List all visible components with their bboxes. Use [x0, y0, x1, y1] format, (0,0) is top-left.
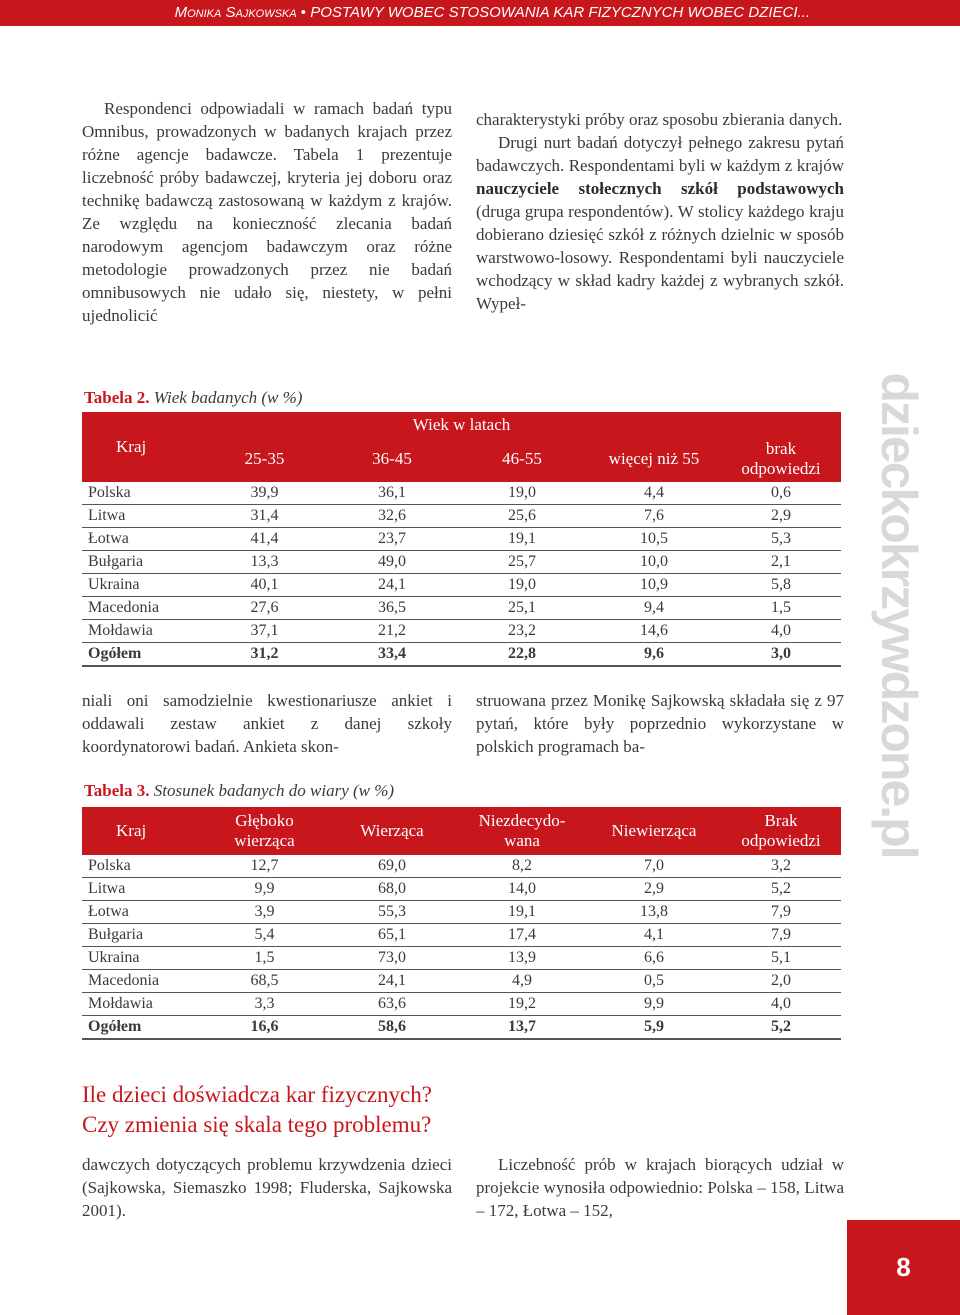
- country-cell: Łotwa: [82, 528, 202, 551]
- country-cell: Łotwa: [82, 901, 202, 924]
- value-cell: 31,2: [202, 643, 327, 667]
- value-cell: 68,5: [202, 970, 327, 993]
- table3-caption-label: Tabela 3.: [84, 781, 150, 800]
- value-cell: 68,0: [327, 878, 457, 901]
- value-cell: 13,3: [202, 551, 327, 574]
- table2-caption-text: Wiek badanych (w %): [153, 388, 303, 407]
- value-cell: 1,5: [202, 947, 327, 970]
- table-row: [82, 924, 841, 947]
- table-row: [82, 993, 841, 1016]
- text-block-1-left: [82, 97, 452, 327]
- value-cell: 13,8: [587, 901, 721, 924]
- value-cell: 6,6: [587, 947, 721, 970]
- value-cell: 2,0: [721, 970, 841, 993]
- page-number: 8: [847, 1220, 960, 1315]
- value-cell: 5,1: [721, 947, 841, 970]
- table3: [82, 807, 841, 1040]
- table3-header-col: Niewierząca: [587, 807, 721, 855]
- paragraph: Respondenci odpowiadali w ramach badań typu Omnibus, prowadzonych w badanych krajach przez różne agencje badawcze. Tabela 1 prezentuje liczebność próby badawczej, kryteria jej doboru oraz technikę badawczą zastosowaną w każdym z krajów. Ze względu na konieczność zlecania badań narodowym agencjom badawczym oraz różne metodologie prowadzonych przez nie badań omnibusowych nie udało się, niestety, w pełni ujednolicić: [82, 99, 452, 325]
- value-cell: 39,9: [202, 482, 327, 505]
- table-total-row: [82, 643, 841, 667]
- table-row: [82, 970, 841, 993]
- table-row: [82, 855, 841, 878]
- table3-header-kraj: Kraj: [82, 807, 202, 855]
- value-cell: 25,7: [457, 551, 587, 574]
- value-cell: 22,8: [457, 643, 587, 667]
- value-cell: 5,2: [721, 1016, 841, 1040]
- value-cell: 4,0: [721, 993, 841, 1016]
- value-cell: 0,5: [587, 970, 721, 993]
- value-cell: 13,7: [457, 1016, 587, 1040]
- paragraph: dawczych dotyczących problemu krzywdzenia dzieci (Sajkowska, Siemaszko 1998; Fluderska, Sajkowska 2001).: [82, 1155, 452, 1220]
- table-row: [82, 878, 841, 901]
- country-cell: Macedonia: [82, 597, 202, 620]
- value-cell: 36,1: [327, 482, 457, 505]
- header-line: wana: [504, 831, 540, 850]
- table3-header-col: [721, 807, 841, 855]
- table2-body: [82, 482, 841, 666]
- value-cell: 25,1: [457, 597, 587, 620]
- value-cell: 69,0: [327, 855, 457, 878]
- value-cell: 33,4: [327, 643, 457, 667]
- value-cell: 2,9: [721, 505, 841, 528]
- header-line: Niezdecydo-: [478, 811, 566, 830]
- country-cell: Ogółem: [82, 643, 202, 667]
- header-line: wierząca: [234, 831, 295, 850]
- value-cell: 3,9: [202, 901, 327, 924]
- table-row: [82, 574, 841, 597]
- text-block-2-right: [476, 689, 844, 758]
- value-cell: 19,0: [457, 574, 587, 597]
- value-cell: 19,0: [457, 482, 587, 505]
- table-row: [82, 528, 841, 551]
- table3-header-col: [202, 807, 327, 855]
- paragraph: [476, 131, 844, 315]
- table-row: [82, 597, 841, 620]
- table3-header-col: Wierząca: [327, 807, 457, 855]
- value-cell: 2,9: [587, 878, 721, 901]
- value-cell: 9,9: [587, 993, 721, 1016]
- value-cell: 58,6: [327, 1016, 457, 1040]
- value-cell: 14,6: [587, 620, 721, 643]
- watermark-logo: [869, 372, 929, 858]
- country-cell: Litwa: [82, 878, 202, 901]
- country-cell: Mołdawia: [82, 620, 202, 643]
- table2-group-header: Wiek w latach: [202, 412, 841, 436]
- value-cell: 9,4: [587, 597, 721, 620]
- watermark-text: dzieckokrzywdzone.pl: [871, 372, 927, 858]
- value-cell: 9,9: [202, 878, 327, 901]
- value-cell: 13,9: [457, 947, 587, 970]
- value-cell: 5,3: [721, 528, 841, 551]
- paragraph: Liczebność prób w krajach biorących udział w projekcie wynosiła odpowiednio: Polska – 158, Litwa – 172, Łotwa – 152,: [476, 1155, 844, 1220]
- country-cell: Polska: [82, 855, 202, 878]
- value-cell: 9,6: [587, 643, 721, 667]
- country-cell: Ogółem: [82, 1016, 202, 1040]
- table-total-row: [82, 1016, 841, 1040]
- paragraph: niali oni samodzielnie kwestionariusze ankiet i oddawali zestaw ankiet z danej szkoły koordynatorowi badań. Ankieta skon-: [82, 691, 452, 756]
- paragraph: charakterystyki próby oraz sposobu zbierania danych.: [476, 110, 843, 129]
- value-cell: 17,4: [457, 924, 587, 947]
- value-cell: 19,1: [457, 901, 587, 924]
- table2-caption: [84, 388, 302, 408]
- value-cell: 4,9: [457, 970, 587, 993]
- paragraph: struowana przez Monikę Sajkowską składała się z 97 pytań, które były poprzednio wykorzystane w polskich programach ba-: [476, 691, 844, 756]
- country-cell: Ukraina: [82, 947, 202, 970]
- table2-header-brak: [721, 436, 841, 482]
- value-cell: 5,8: [721, 574, 841, 597]
- header-separator: •: [300, 4, 307, 21]
- table2-header-kraj: Kraj: [82, 412, 202, 482]
- value-cell: 37,1: [202, 620, 327, 643]
- country-cell: Bułgaria: [82, 924, 202, 947]
- table2-header-col: 46-55: [457, 436, 587, 482]
- value-cell: 4,1: [587, 924, 721, 947]
- table2: [82, 412, 841, 667]
- paragraph-text: (druga grupa respondentów). W stolicy każdego kraju dobierano dziesięć szkół z różnych dzielnic w sposób warstwowo-losowy. Respondentami byli nauczyciele wchodzący w skład kadry każdej z wybranych szkół. Wypeł-: [476, 202, 844, 313]
- header-line: Głęboko: [235, 811, 294, 830]
- table-row: [82, 947, 841, 970]
- value-cell: 23,2: [457, 620, 587, 643]
- text-block-1-right: [476, 108, 844, 315]
- paragraph-bold-text: nauczyciele stołecznych szkół podstawowych: [476, 179, 844, 198]
- value-cell: 73,0: [327, 947, 457, 970]
- table-row: [82, 620, 841, 643]
- table2-caption-label: Tabela 2.: [84, 388, 150, 407]
- running-header: [0, 0, 960, 26]
- value-cell: 4,4: [587, 482, 721, 505]
- value-cell: 7,6: [587, 505, 721, 528]
- value-cell: 32,6: [327, 505, 457, 528]
- value-cell: 12,7: [202, 855, 327, 878]
- country-cell: Bułgaria: [82, 551, 202, 574]
- value-cell: 65,1: [327, 924, 457, 947]
- value-cell: 24,1: [327, 574, 457, 597]
- table2-header-col: więcej niż 55: [587, 436, 721, 482]
- value-cell: 23,7: [327, 528, 457, 551]
- section-heading-line: Ile dzieci doświadcza kar fizycznych?: [82, 1082, 432, 1107]
- table2-header-col: 36-45: [327, 436, 457, 482]
- header-author: Monika Sajkowska: [174, 4, 297, 21]
- table-row: [82, 482, 841, 505]
- country-cell: Macedonia: [82, 970, 202, 993]
- value-cell: 21,2: [327, 620, 457, 643]
- value-cell: 55,3: [327, 901, 457, 924]
- value-cell: 25,6: [457, 505, 587, 528]
- table-row: [82, 901, 841, 924]
- value-cell: 16,6: [202, 1016, 327, 1040]
- value-cell: 10,0: [587, 551, 721, 574]
- section-heading-line: Czy zmienia się skala tego problemu?: [82, 1112, 432, 1137]
- value-cell: 27,6: [202, 597, 327, 620]
- header-line: Brak: [764, 811, 798, 830]
- country-cell: Ukraina: [82, 574, 202, 597]
- value-cell: 40,1: [202, 574, 327, 597]
- value-cell: 5,9: [587, 1016, 721, 1040]
- value-cell: 4,0: [721, 620, 841, 643]
- header-line: brak: [765, 439, 797, 458]
- table2-header-col: 25-35: [202, 436, 327, 482]
- text-block-2-left: [82, 689, 452, 758]
- value-cell: 0,6: [721, 482, 841, 505]
- country-cell: Mołdawia: [82, 993, 202, 1016]
- value-cell: 10,9: [587, 574, 721, 597]
- value-cell: 3,2: [721, 855, 841, 878]
- value-cell: 36,5: [327, 597, 457, 620]
- country-cell: Litwa: [82, 505, 202, 528]
- value-cell: 19,2: [457, 993, 587, 1016]
- value-cell: 5,2: [721, 878, 841, 901]
- table3-caption-text: Stosunek badanych do wiary (w %): [153, 781, 395, 800]
- value-cell: 63,6: [327, 993, 457, 1016]
- header-title: POSTAWY WOBEC STOSOWANIA KAR FIZYCZNYCH WOBEC DZIECI...: [310, 4, 810, 21]
- value-cell: 8,2: [457, 855, 587, 878]
- table3-body: [82, 855, 841, 1039]
- section-heading: [82, 1080, 432, 1140]
- value-cell: 19,1: [457, 528, 587, 551]
- value-cell: 7,9: [721, 901, 841, 924]
- value-cell: 14,0: [457, 878, 587, 901]
- value-cell: 3,3: [202, 993, 327, 1016]
- table3-header-col: [457, 807, 587, 855]
- value-cell: 1,5: [721, 597, 841, 620]
- header-line: odpowiedzi: [741, 459, 821, 478]
- value-cell: 24,1: [327, 970, 457, 993]
- header-line: odpowiedzi: [741, 831, 821, 850]
- value-cell: 5,4: [202, 924, 327, 947]
- value-cell: 2,1: [721, 551, 841, 574]
- text-block-3-right: [476, 1153, 844, 1222]
- value-cell: 3,0: [721, 643, 841, 667]
- table-row: [82, 551, 841, 574]
- country-cell: Polska: [82, 482, 202, 505]
- value-cell: 7,0: [587, 855, 721, 878]
- value-cell: 49,0: [327, 551, 457, 574]
- table3-caption: [84, 781, 394, 801]
- value-cell: 7,9: [721, 924, 841, 947]
- value-cell: 31,4: [202, 505, 327, 528]
- paragraph-text: Drugi nurt badań dotyczył pełnego zakresu pytań badawczych. Respondentami byli w każdym z krajów: [476, 133, 844, 175]
- value-cell: 41,4: [202, 528, 327, 551]
- table-row: [82, 505, 841, 528]
- value-cell: 10,5: [587, 528, 721, 551]
- text-block-3-left: [82, 1153, 452, 1222]
